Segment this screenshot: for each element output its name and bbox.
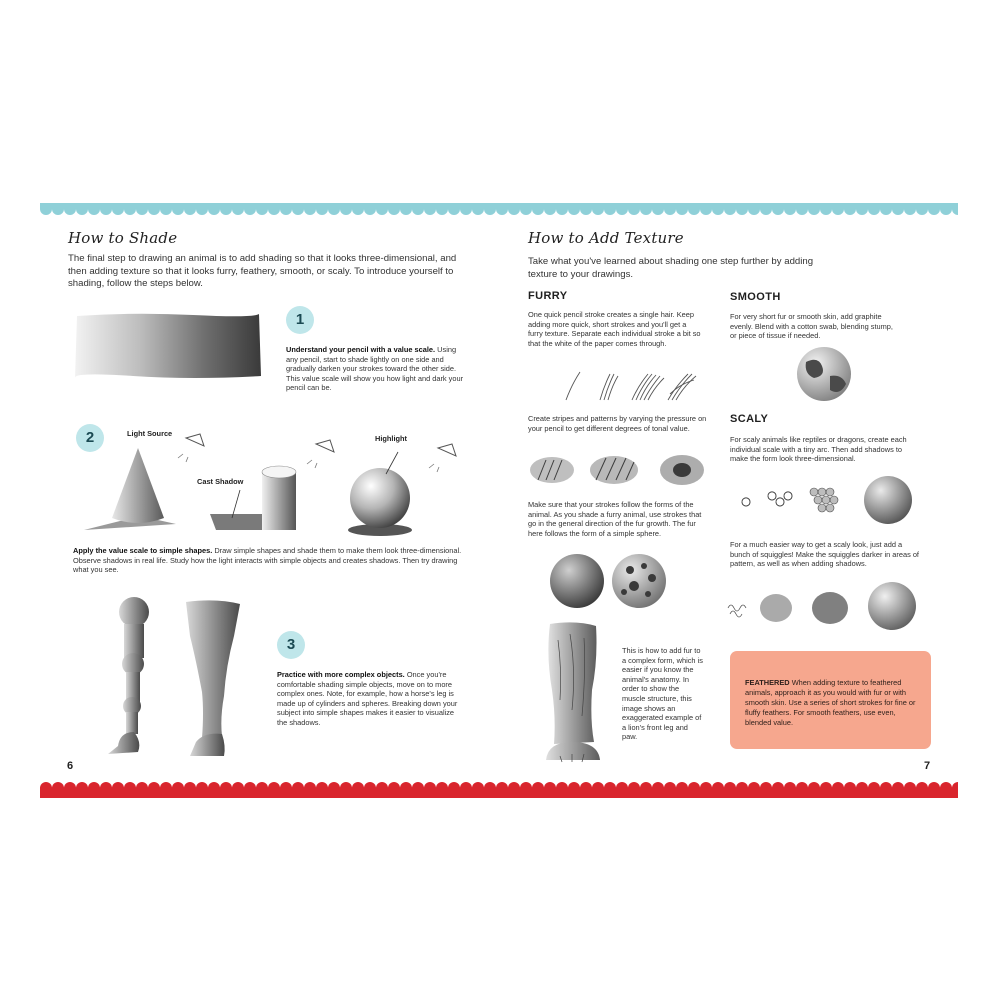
feathered-body: When adding texture to feathered animals, approach it as you would with fur or with smooth skin. Use a series of short strokes for fine or fluffy feathers. For smooth feathers, use even, blended value. xyxy=(745,678,916,727)
step-1-body: Using any pencil, start to shade lightly on one side and gradually darken your strokes toward the other side. This value scale will show you how light and dark your pencil can be. xyxy=(286,345,464,393)
step-1-badge: 1 xyxy=(286,306,314,334)
furry-paragraph-3: Make sure that your strokes follow the forms of the animal. As you shade a furry animal, use strokes that go in the general direction of the fur growth. The fur here follows the form of a simple sphere. xyxy=(528,500,702,538)
smooth-sphere-illustration xyxy=(796,346,852,402)
step-2-text xyxy=(73,546,465,575)
squiggle-scales-illustration xyxy=(724,578,920,636)
furry-heading: FURRY xyxy=(528,290,568,302)
value-scale-illustration xyxy=(73,310,263,382)
feathered-text xyxy=(745,678,920,728)
step-3-text xyxy=(277,670,461,728)
smooth-heading: SMOOTH xyxy=(730,291,781,303)
right-page-intro: Take what you've learned about shading one step further by adding texture to your drawings. xyxy=(528,256,814,280)
scale-arcs-illustration xyxy=(730,472,914,528)
step-3-body: Once you're comfortable shading simple objects, move on to more complex ones. Note, for example, how a horse's leg is made up of cylinders and spheres. Breaking down your subject into simple shapes makes it easier to visualize the shadows. xyxy=(277,670,458,727)
light-source-label: Light Source xyxy=(127,429,173,438)
step-1-text xyxy=(286,345,464,393)
fur-patterns-illustration xyxy=(526,450,712,490)
bottom-scallop-border xyxy=(40,780,958,798)
furry-paragraph-1: One quick pencil stroke creates a single hair. Keep adding more quick, short strokes and you'll get a furry texture. Separate each individual stroke a bit so that the white of the paper comes through. xyxy=(528,310,701,348)
fur-strokes-illustration xyxy=(560,366,700,406)
left-page-intro: The final step to drawing an animal is to add shading so that it looks three-dimensional, and then adding texture so that it looks furry, feathery, smooth, or scaly. To introduce yourself to shading, follow the steps below. xyxy=(68,253,457,289)
furry-paragraph-4: This is how to add fur to a complex form, which is easier if you know the animal's anatomy. In order to show the muscle structure, this image shows an exaggerated example of a lion's front leg and paw. xyxy=(622,646,703,742)
horse-leg-illustration xyxy=(98,596,258,762)
feathered-heading: FEATHERED xyxy=(745,678,790,687)
right-page-title: How to Add Texture xyxy=(528,229,684,247)
fur-spheres-illustration xyxy=(548,552,668,610)
scaly-paragraph-1: For scaly animals like reptiles or dragons, create each individual scale with a tiny arc. Then add shadows to make the form look three-dimensional. xyxy=(730,435,907,464)
scaly-heading: SCALY xyxy=(730,413,769,425)
left-page-number: 6 xyxy=(67,760,74,772)
step-3-badge: 3 xyxy=(277,631,305,659)
scaly-paragraph-2: For a much easier way to get a scaly look, just add a bunch of squiggles! Make the squiggles darker in areas of pattern, as well as when adding shadows. xyxy=(730,540,919,569)
cast-shadow-label: Cast Shadow xyxy=(197,477,244,486)
simple-shapes-illustration xyxy=(80,430,470,540)
step-1-heading: Understand your pencil with a value scale. xyxy=(286,345,436,354)
left-page-title: How to Shade xyxy=(68,229,178,247)
lion-leg-illustration xyxy=(536,620,614,766)
right-page-number: 7 xyxy=(924,760,931,772)
step-2-heading: Apply the value scale to simple shapes. xyxy=(73,546,213,555)
highlight-label: Highlight xyxy=(375,434,408,443)
step-2-badge: 2 xyxy=(76,424,104,452)
step-2-body: Draw simple shapes and shade them to make them look three-dimensional. Observe shadows in real life. Study how the light interacts with simple objects and creates shadows. Then try drawing what you see. xyxy=(73,546,462,575)
top-scallop-border xyxy=(40,203,958,217)
lamp-icon xyxy=(186,434,456,456)
step-3-heading: Practice with more complex objects. xyxy=(277,670,405,679)
smooth-paragraph: For very short fur or smooth skin, add graphite evenly. Blend with a cotton swab, blending stump, or piece of tissue if needed. xyxy=(730,312,893,341)
furry-paragraph-2: Create stripes and patterns by varying the pressure on your pencil to get different degrees of tonal value. xyxy=(528,414,707,433)
